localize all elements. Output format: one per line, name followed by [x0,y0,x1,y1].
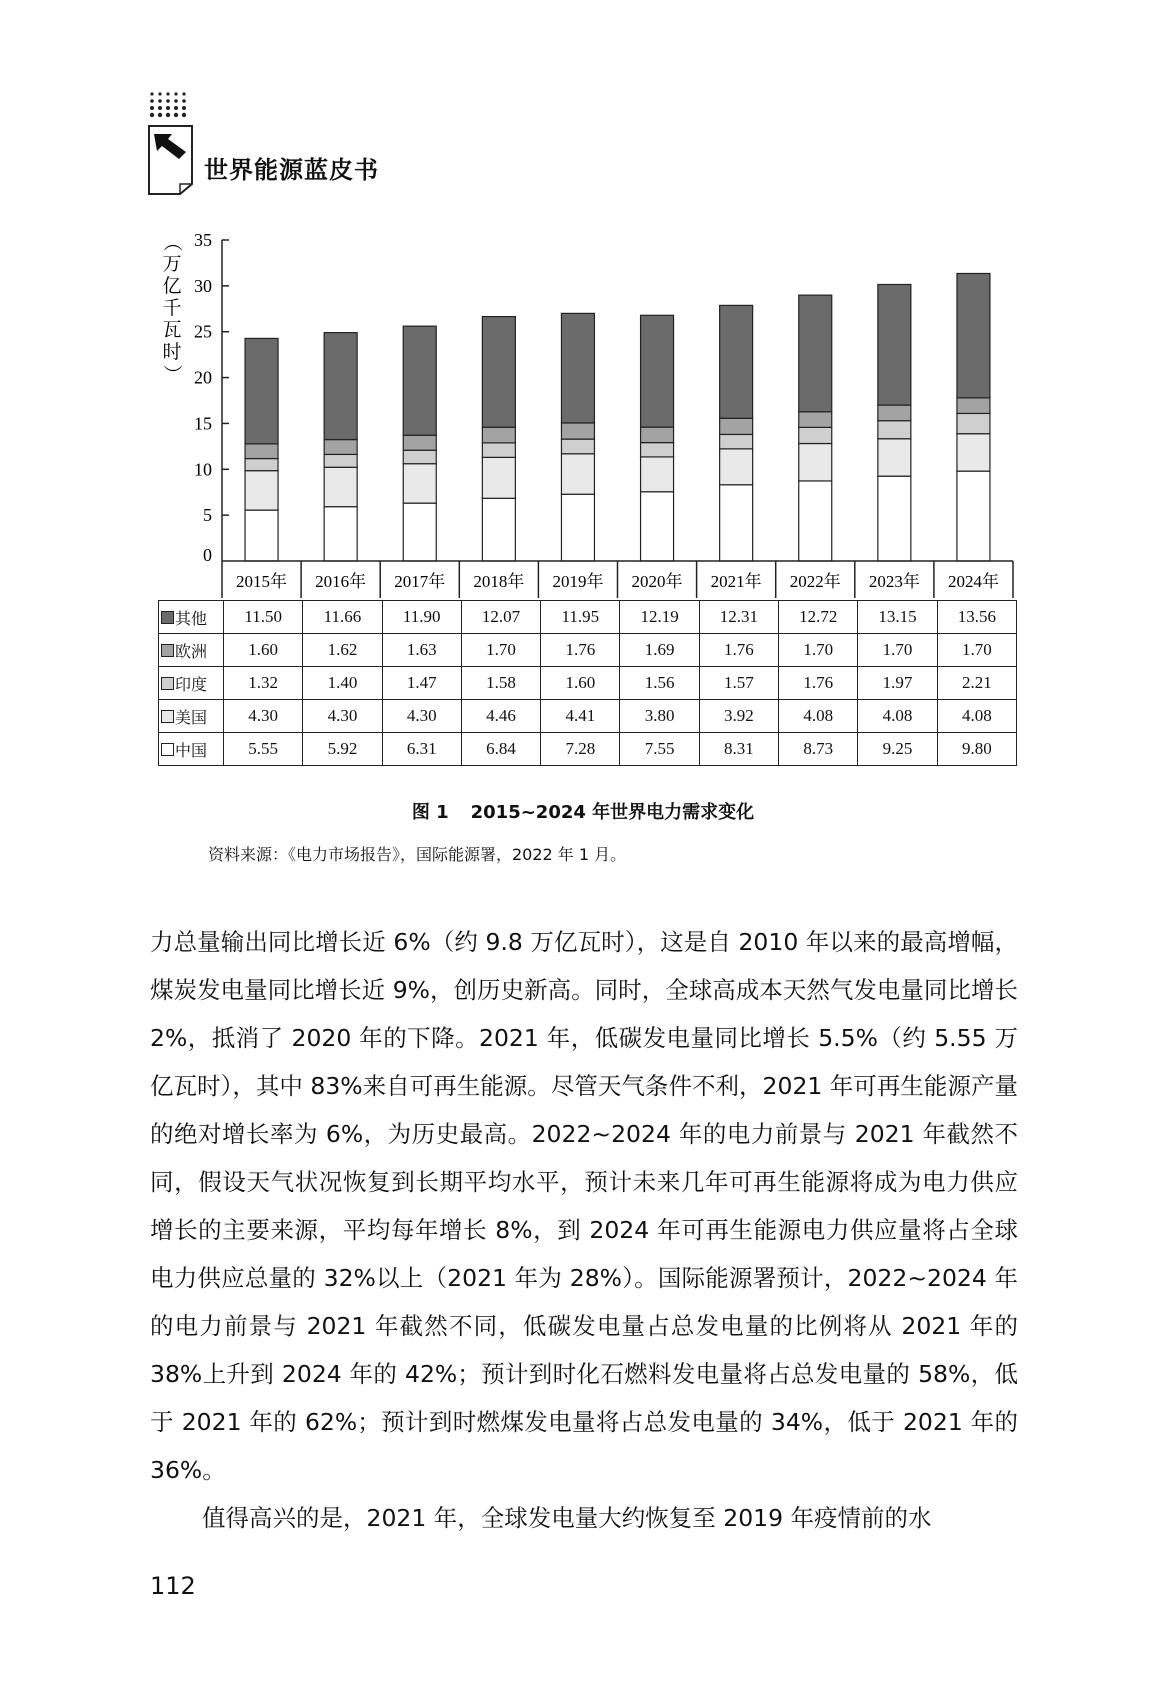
x-category-label: 2018年 [473,572,525,591]
bar-segment-印度 [561,439,594,454]
bar-segment-美国 [720,449,753,485]
bar-segment-印度 [245,459,278,471]
table-value-cell: 3.92 [699,700,778,733]
y-tick-label: 5 [203,505,212,526]
bar-segment-其他 [799,295,832,412]
legend-label-cell [159,601,224,634]
table-value-cell: 1.56 [620,667,699,700]
table-value-cell: 4.08 [937,700,1016,733]
table-value-cell: 6.84 [461,733,540,766]
table-value-cell: 12.72 [779,601,858,634]
bar-segment-其他 [403,326,436,435]
table-value-cell: 6.31 [382,733,461,766]
table-value-cell: 1.63 [382,634,461,667]
figure-caption [0,798,1166,824]
bar-segment-其他 [641,315,674,427]
x-axis-categories [222,561,1013,598]
table-row [159,700,1017,733]
bar-segment-欧洲 [324,440,357,455]
y-axis [194,230,229,565]
bar-segment-印度 [957,413,990,433]
x-category-label: 2024年 [947,572,999,591]
stacked-bar-chart [0,0,1166,600]
legend-name: 欧洲 [175,641,208,661]
bar-segment-美国 [641,457,674,492]
table-value-cell: 4.41 [541,700,620,733]
bar-segment-欧洲 [641,427,674,442]
legend-swatch [161,743,174,756]
bar-segment-美国 [878,439,911,476]
legend-name: 美国 [175,707,208,727]
table-value-cell: 1.57 [699,667,778,700]
table-value-cell: 1.32 [224,667,303,700]
y-tick-label: 30 [194,275,212,296]
legend-name: 印度 [175,674,208,694]
table-value-cell: 1.76 [699,634,778,667]
bar-segment-欧洲 [878,405,911,421]
table-value-cell: 1.58 [461,667,540,700]
table-value-cell: 1.76 [541,634,620,667]
table-value-cell: 5.55 [224,733,303,766]
table-value-cell: 9.25 [858,733,937,766]
bar-segment-中国 [482,498,515,561]
bar-segment-欧洲 [245,444,278,459]
bar-segment-印度 [482,443,515,457]
body-paragraph: 值得高兴的是，2021 年，全球发电量大约恢复至 2019 年疫情前的水 [202,1504,932,1532]
figure-source-note: 资料来源：《电力市场报告》，国际能源署，2022 年 1 月。 [208,845,627,864]
table-value-cell: 11.50 [224,601,303,634]
book-title: 世界能源蓝皮书 [204,156,379,184]
table-value-cell: 1.70 [858,634,937,667]
table-value-cell: 12.31 [699,601,778,634]
bar-segment-欧洲 [720,418,753,434]
legend-label-cell [159,634,224,667]
table-value-cell: 13.56 [937,601,1016,634]
y-axis-label-char: （ [161,232,183,252]
legend-swatch [161,644,174,657]
legend-swatch [161,677,174,690]
table-value-cell: 1.76 [779,667,858,700]
table-value-cell: 5.92 [303,733,382,766]
bar-segment-美国 [482,457,515,498]
table-value-cell: 8.31 [699,733,778,766]
table-value-cell: 4.08 [858,700,937,733]
bar-segment-其他 [482,317,515,428]
table-value-cell: 1.60 [541,667,620,700]
table-value-cell: 1.47 [382,667,461,700]
bar-segment-中国 [957,471,990,561]
y-axis-label-char: 时 [162,341,182,363]
table-value-cell: 1.70 [937,634,1016,667]
bar-segment-欧洲 [561,423,594,439]
table-row [159,733,1017,766]
bar-segment-其他 [720,305,753,418]
bar-segment-印度 [720,434,753,448]
bar-segment-中国 [561,494,594,561]
bar-segment-中国 [245,510,278,561]
bar-segment-欧洲 [799,412,832,428]
y-tick-label: 15 [194,413,212,434]
table-value-cell: 8.73 [779,733,858,766]
table-value-cell: 12.19 [620,601,699,634]
table-value-cell: 1.40 [303,667,382,700]
x-category-label: 2023年 [868,572,920,591]
y-axis-label-char: 千 [162,297,182,319]
bar-segment-其他 [957,273,990,397]
legend-name: 中国 [175,740,208,760]
table-value-cell: 11.90 [382,601,461,634]
x-category-label: 2022年 [789,572,841,591]
x-category-label: 2016年 [315,572,367,591]
table-value-cell: 1.69 [620,634,699,667]
bar-segment-其他 [324,333,357,440]
y-axis-label-char: ） [161,364,183,384]
legend-swatch [161,710,174,723]
body-paragraph: 力总量输出同比增长近 6%（约 9.8 万亿瓦时），这是自 2010 年以来的最高增幅，煤炭发电量同比增长近 9%，创历史新高。同时，全球高成本天然气发电量同比增长 2%，抵消了 2020 年的下降。2021 年，低碳发电量同比增长 5.5%（约 5.55 万亿瓦时），其中 83%来自可再生能源。尽管天气条件不利，2021 年可再生能源产量的绝对增长率为 6%，为历史最高。2022~2024 年的电力前景与 2021 年截然不同，假设天气状况恢复到长期平均水平，预计未来几年可再生能源将成为电力供应增长的主要来源，平均每年增长 8%，到 2024 年可再生能源电力供应量将占全球电力供应总量的 32%以上（2021 年为 28%）。国际能源署预计，2022~2024 年的电力前景与 2021 年截然不同，低碳发电量占总发电量的比例将从 2021 年的 38%上升到 2024 年的 42%；预计到时化石燃料发电量将占总发电量的 58%，低于 2021 年的 62%；预计到时燃煤发电量将占总发电量的 34%，低于 2021 年的 36%。 [150,928,1018,1484]
table-value-cell: 11.95 [541,601,620,634]
y-axis-label-char: 亿 [162,275,182,297]
y-axis-label-char: 万 [162,253,182,275]
figure-number: 图 1 [411,802,449,823]
table-row [159,634,1017,667]
bar-segment-其他 [561,313,594,423]
bar-segment-中国 [720,485,753,561]
bar-segment-美国 [799,444,832,481]
y-axis-label-char: 瓦 [162,319,182,341]
table-value-cell: 1.70 [779,634,858,667]
table-value-cell: 2.21 [937,667,1016,700]
bar-segment-印度 [641,443,674,457]
figure-title: 2015~2024 年世界电力需求变化 [470,802,755,823]
y-tick-label: 10 [194,459,212,480]
bar-segment-其他 [878,284,911,405]
x-category-label: 2019年 [552,572,604,591]
table-value-cell: 1.60 [224,634,303,667]
bar-segment-美国 [561,454,594,494]
table-value-cell: 1.70 [461,634,540,667]
bar-segment-欧洲 [403,435,436,450]
bar-segment-中国 [641,492,674,561]
y-axis-label [161,232,183,383]
y-tick-label: 0 [203,545,212,565]
bar-segment-美国 [957,434,990,471]
chart-data-table [158,600,1017,766]
bars [245,273,990,561]
table-value-cell: 1.62 [303,634,382,667]
table-value-cell: 7.28 [541,733,620,766]
bar-segment-美国 [324,467,357,506]
legend-label-cell [159,733,224,766]
bar-segment-中国 [799,481,832,561]
table-value-cell: 1.97 [858,667,937,700]
bar-segment-印度 [403,450,436,463]
bar-segment-欧洲 [957,398,990,414]
legend-swatch [161,611,174,624]
legend-label-cell [159,700,224,733]
table-value-cell: 7.55 [620,733,699,766]
table-row [159,667,1017,700]
table-value-cell: 12.07 [461,601,540,634]
table-value-cell: 4.08 [779,700,858,733]
bar-segment-印度 [324,454,357,467]
bar-segment-印度 [878,421,911,439]
table-row [159,601,1017,634]
y-tick-label: 35 [194,230,212,250]
x-category-label: 2015年 [236,572,288,591]
bar-segment-美国 [245,471,278,510]
table-value-cell: 3.80 [620,700,699,733]
bar-segment-印度 [799,427,832,443]
bar-segment-美国 [403,464,436,503]
bar-segment-其他 [245,338,278,443]
table-value-cell: 9.80 [937,733,1016,766]
bar-segment-中国 [403,503,436,561]
x-category-label: 2020年 [631,572,683,591]
x-category-label: 2017年 [394,572,446,591]
y-tick-label: 20 [194,367,212,388]
bar-segment-中国 [878,476,911,561]
table-value-cell: 4.46 [461,700,540,733]
table-value-cell: 4.30 [224,700,303,733]
bar-segment-欧洲 [482,427,515,443]
y-tick-label: 25 [194,321,212,342]
table-value-cell: 4.30 [382,700,461,733]
legend-name: 其他 [175,608,208,628]
table-value-cell: 13.15 [858,601,937,634]
x-category-label: 2021年 [710,572,762,591]
table-value-cell: 11.66 [303,601,382,634]
bar-segment-中国 [324,507,357,561]
legend-label-cell [159,667,224,700]
page-number: 112 [150,1572,196,1600]
table-value-cell: 4.30 [303,700,382,733]
